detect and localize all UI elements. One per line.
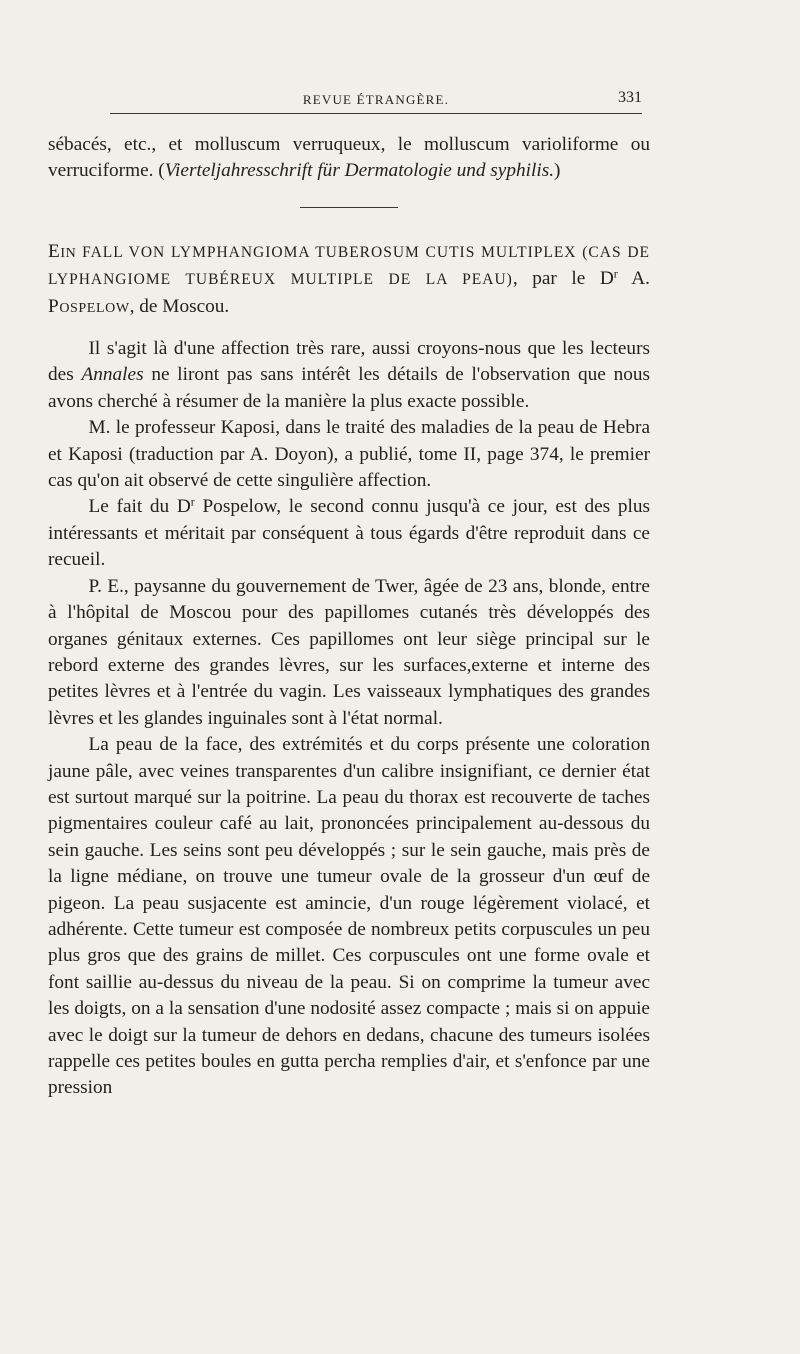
paragraph-text: Le fait du D: [88, 496, 191, 518]
paragraph-text: Pospelow, le second connu jusqu'à ce jour, est des plus intéressants et méritait par conséquent à tous égards d'être reproduit dans ce recueil.: [48, 496, 650, 571]
page-number: 331: [618, 89, 642, 106]
running-title: REVUE ÉTRANGÈRE.: [302, 92, 450, 107]
headline-city: , de Moscou.: [129, 295, 230, 317]
paragraph: M. le professeur Kaposi, dans le traité des maladies de la peau de Hebra et Kaposi (traduction par A. Doyon), a publié, tome II, page 374, le premier cas qu'on ait observé de cette singulière affection.: [48, 417, 650, 492]
closing-paren: ): [554, 160, 561, 182]
article-body: [48, 132, 650, 1102]
paragraph-continuation: [48, 132, 650, 185]
paragraph: [48, 494, 650, 573]
section-divider: [300, 207, 398, 208]
running-header: [110, 85, 642, 114]
paragraph-text: sébacés, etc., et molluscum verruqueux, le molluscum varioliforme ou verruciforme. (: [48, 134, 650, 182]
headline-byline: , par le D: [512, 268, 614, 290]
author-name: Pospelow: [48, 295, 130, 317]
paragraph: [48, 336, 650, 415]
paragraph: P. E., paysanne du gouvernement de Twer, âgée de 23 ans, blonde, entre à l'hôpital de Moscou pour des papillomes cutanés très développés des organes génitaux externes. Ces papillomes ont leur siège principal sur le rebord externe des grandes lèvres, sur les surfaces,externe et interne des petites lèvres et à l'entrée du vagin. Les vaisseaux lymphatiques des grandes lèvres et les glandes inguinales sont à l'état normal.: [48, 575, 650, 729]
paragraph-text: Il s'agit là d'une affection très rare, aussi croyons-nous que les lecteurs des: [48, 338, 650, 386]
headline-initial: A.: [617, 268, 650, 290]
paragraph: La peau de la face, des extrémités et du corps présente une coloration jaune pâle, avec veines transparentes d'un calibre insignifiant, ce dernier état est surtout marqué sur la poitrine. La peau du thorax est recouverte de taches pigmentaires couleur café au lait, prononcées principalement au-dessous du sein gauche. Les seins sont peu développés ; sur le sein gauche, mais près de la ligne médiane, on trouve une tumeur ovale de la grosseur d'un œuf de pigeon. La peau susjacente est amincie, d'un rouge légèrement violacé, et adhérente. Cette tumeur est composée de nombreux petits corpuscules un peu plus gros que des grains de millet. Ces corpuscules ont une forme ovale et font saillie au-dessus du niveau de la peau. Si on comprime la tumeur avec les doigts, on a la sensation d'une nodosité assez compacte ; mais si on appuie avec le doigt sur la tumeur de dehors en dedans, chacune des tumeurs isolées rappelle ces petites boules en gutta percha remplies d'air, et s'enfonce par une pression: [48, 734, 650, 1099]
paragraph-text: ne liront pas sans intérêt les détails de l'observation que nous avons cherché à résumer de la manière la plus exacte possible.: [48, 364, 651, 412]
journal-title: Vierteljahresschrift für Dermatologie und syphilis.: [164, 160, 555, 182]
doctor-superscript: r: [190, 494, 195, 509]
journal-name: Annales: [81, 364, 144, 386]
doctor-superscript: r: [613, 266, 618, 281]
article-headline: [48, 239, 650, 320]
headline-first-word: Ein: [48, 240, 77, 262]
headline-title: FALL VON LYMPHANGIOMA TUBEROSUM CUTIS MULTIPLEX (CAS DE LYPHANGIOME TUBÉREUX MULTIPLE DE LA PEAU): [48, 243, 650, 289]
